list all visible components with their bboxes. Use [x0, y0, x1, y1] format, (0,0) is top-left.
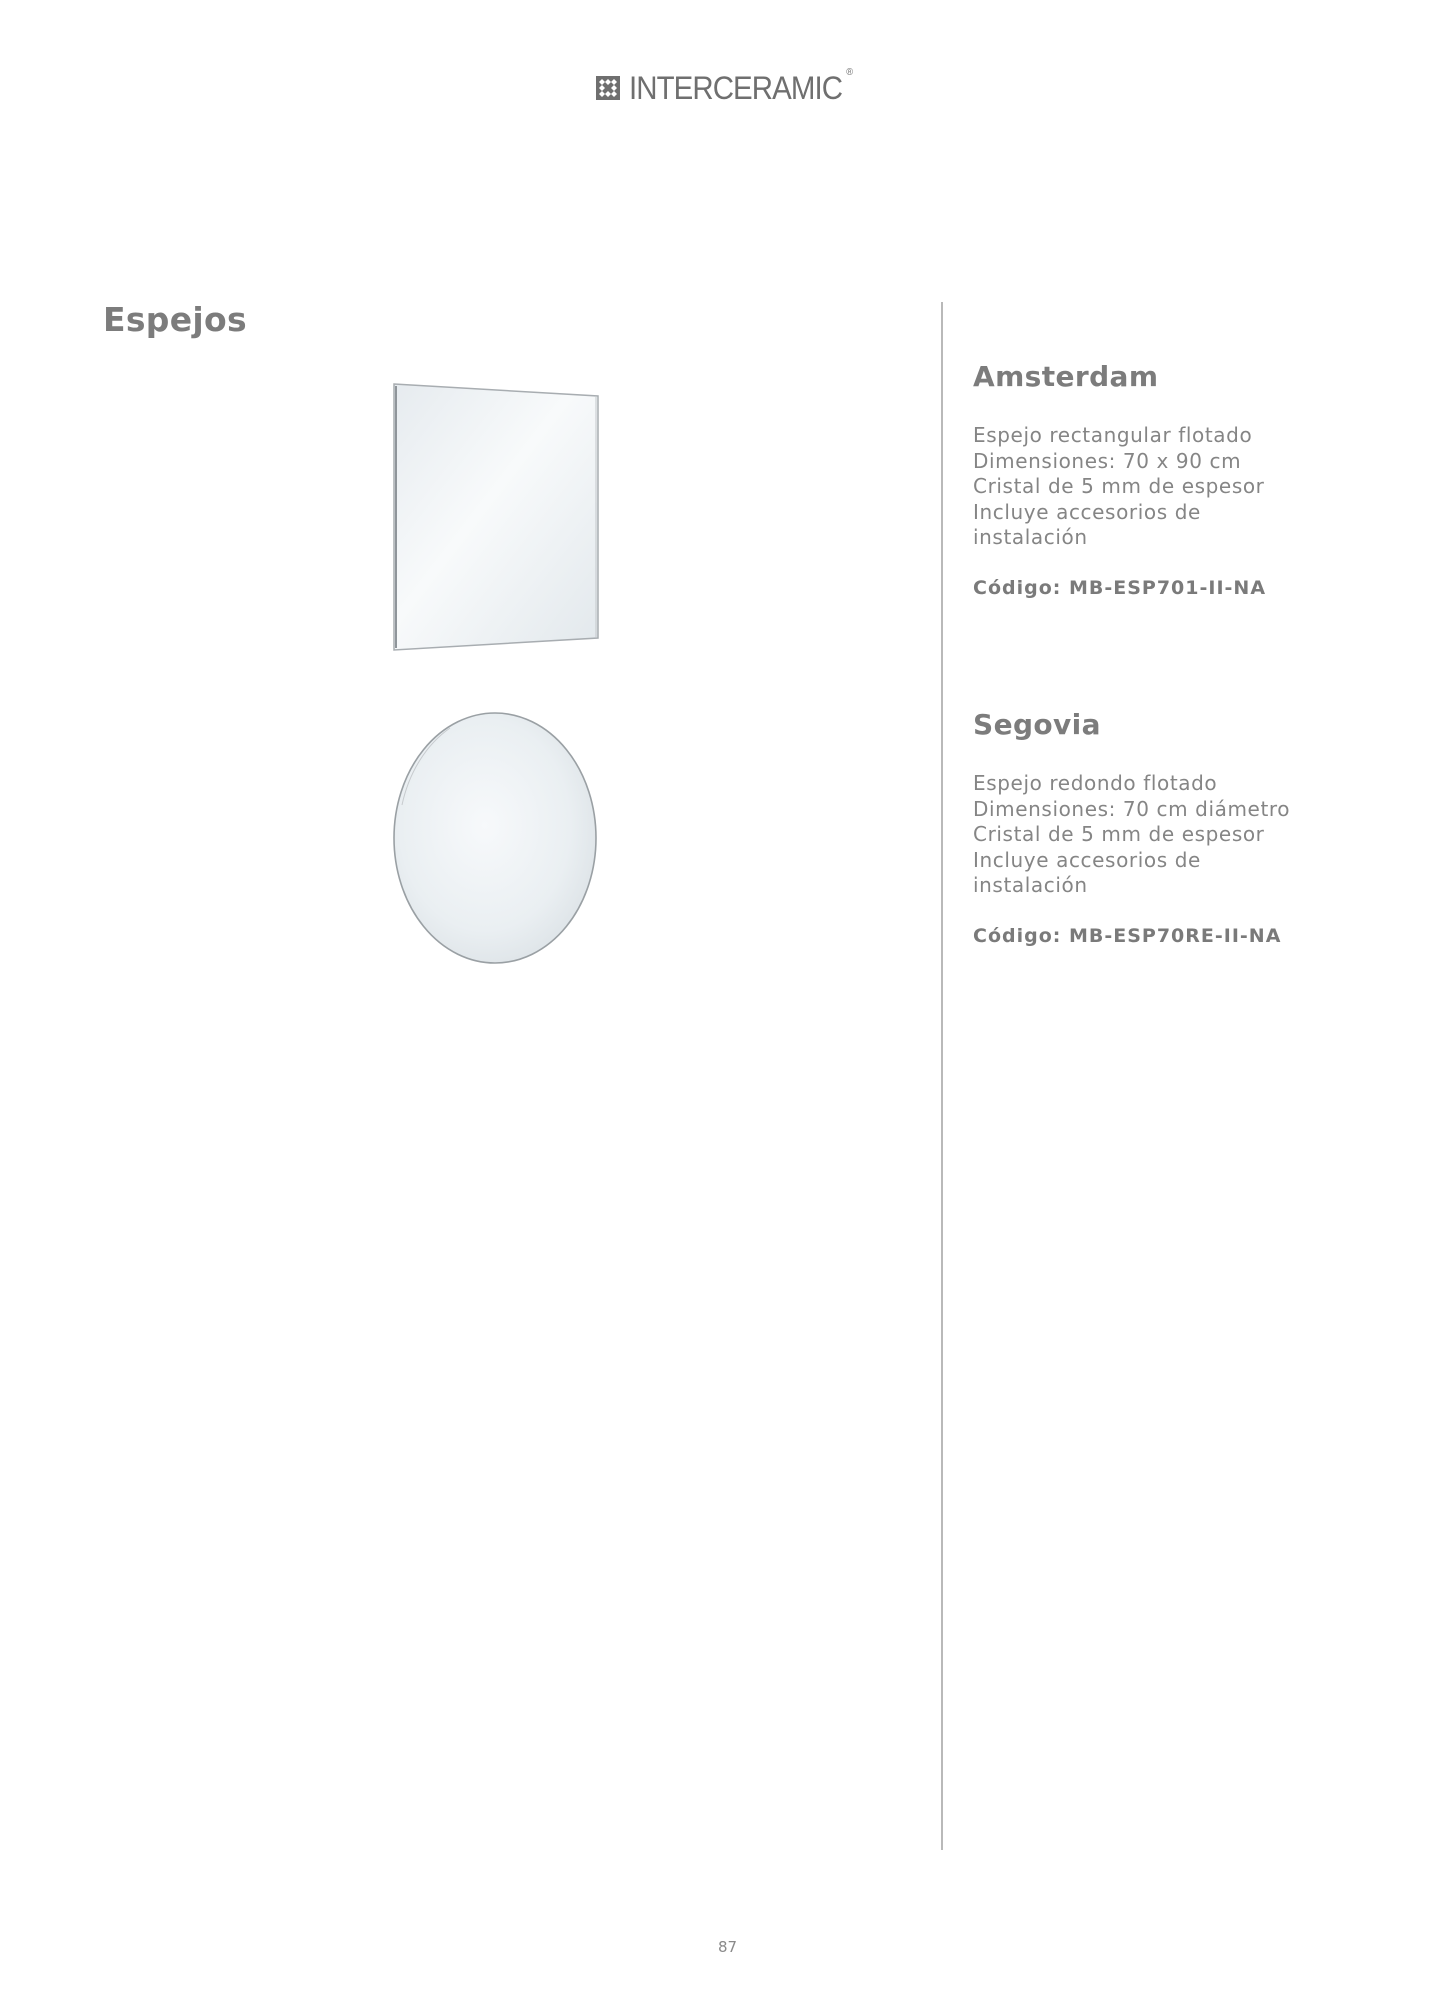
product-description	[973, 771, 1413, 899]
description-line: Dimensiones: 70 cm diámetro	[973, 796, 1291, 821]
section-title: Espejos	[103, 300, 247, 339]
description-line: Incluye accesorios de	[973, 499, 1201, 524]
product-amsterdam	[973, 360, 1413, 599]
logo-lockup	[595, 67, 861, 106]
vertical-divider	[941, 302, 943, 1850]
description-line: Espejo redondo flotado	[973, 771, 1218, 795]
page-number: 87	[717, 1938, 738, 1956]
product-segovia	[973, 708, 1413, 947]
brand-text: INTERCERAMIC	[628, 70, 842, 106]
description-line: Cristal de 5 mm de espesor	[973, 822, 1265, 847]
registered-mark: ®	[846, 67, 853, 78]
brand-name	[628, 67, 853, 106]
rectangular-mirror-image	[392, 382, 600, 652]
product-name: Amsterdam	[973, 360, 1159, 393]
description-line: Dimensiones: 70 x 90 cm	[973, 448, 1242, 473]
product-code: Código: MB-ESP70RE-II-NA	[973, 924, 1282, 947]
product-name: Segovia	[973, 708, 1101, 741]
interceramic-logo-mark-icon	[595, 75, 621, 101]
description-line: Espejo rectangular flotado	[973, 423, 1253, 447]
product-description	[973, 423, 1413, 551]
description-line: Incluye accesorios de	[973, 847, 1201, 872]
description-line: instalación	[973, 525, 1088, 550]
header-logo	[0, 67, 1455, 106]
product-code: Código: MB-ESP701-II-NA	[973, 576, 1267, 599]
description-line: instalación	[973, 873, 1088, 898]
round-mirror-image	[390, 710, 600, 966]
description-line: Cristal de 5 mm de espesor	[973, 474, 1265, 499]
